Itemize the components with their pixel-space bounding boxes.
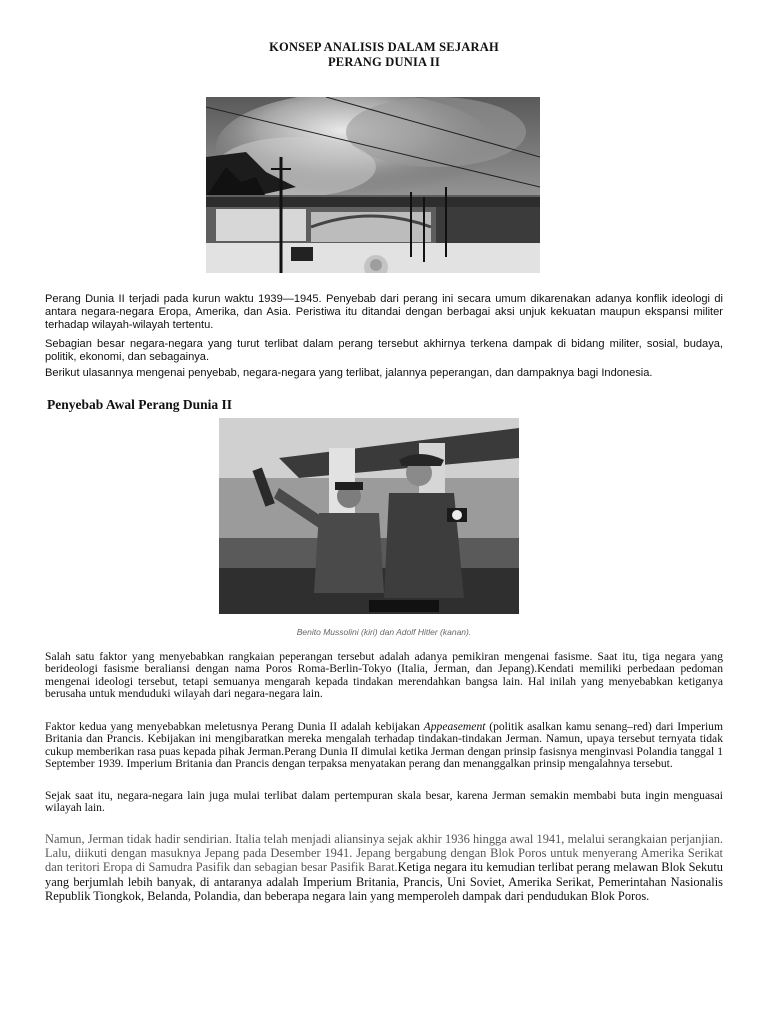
fascism-paragraph: Salah satu faktor yang menyebabkan rangkaian peperangan tersebut adalah adanya pemikiran mengenai fasisme. Saat itu, tiga negara yang berideologi fasisme beraliansi dengan nama Poros Roma-Berlin-Tokyo (Italia, Jerman, dan Jepang).Kendati memiliki perbedaan pedoman mengenai ideologi tersebut, tetapi semuanya mengarah kepada tindakan merendahkan bangsa lain. Hal inilah yang menyebabkan ketiganya berusaha untuk menduduki wilayah dari negara-negara lain.	[45, 650, 723, 700]
section-heading: Penyebab Awal Perang Dunia II	[47, 397, 233, 412]
photo-caption: Benito Mussolini (kiri) dan Adolf Hitler (kanan).	[296, 627, 472, 637]
appeasement-paragraph	[45, 721, 723, 770]
axis-alliance-text-black: Ketiga negara itu kemudian terlibat perang melawan Blok Sekutu yang berjumlah lebih banyak, di antaranya adalah Imperium Britania, Prancis, Uni Soviet, Amerika Serikat, Pemerintahan Nasionalis Republik Tiongkok, Belanda, Polandia, dan beberapa negara lain yang memperoleh dampak dari pendudukan Blok Poros.	[45, 860, 723, 903]
mussolini-hitler-photo	[219, 418, 519, 614]
atomic-bomb-photo	[206, 97, 540, 273]
appeasement-term: Appeasement	[423, 720, 486, 733]
escalation-paragraph: Sejak saat itu, negara-negara lain juga mulai terlibat dalam pertempuran skala besar, karena Jerman semakin membabi buta ingin menguasai wilayah lain.	[45, 789, 723, 815]
appeasement-text-end: (politik asalkan kamu senang–red) dari Imperium Britania dan Prancis. Kebijakan ini mengibaratkan mereka mengalah terhadap tindakan-tindakan Jerman. Namun, upaya tersebut ternyata tidak cukup memberikan rasa puas kepada pihak Jerman.Perang Dunia II dimulai ketika Jerman dengan prinsip fasisnya menginvasi Polandia tanggal 1 September 1939. Imperium Britania dan Prancis dengan terpaksa menyatakan perang dan menanggalkan prinsip mengalahnya tersebut.	[45, 720, 723, 770]
intro-paragraph-1: Perang Dunia II terjadi pada kurun waktu 1939—1945. Penyebab dari perang ini secara umum dikarenakan adanya konflik ideologi di antara negara-negara Eropa, Amerika, dan Asia. Peristiwa itu ditandai dengan berbagai aksi unjuk kekuatan maupun ekspansi militer terhadap wilayah-wilayah tertentu.	[45, 293, 723, 331]
page-title-line-2: PERANG DUNIA II	[327, 55, 441, 69]
page-title-line-1: KONSEP ANALISIS DALAM SEJARAH	[269, 40, 499, 54]
appeasement-text-start: Faktor kedua yang menyebabkan meletusnya Perang Dunia II adalah kebijakan	[45, 720, 424, 733]
axis-alliance-text-grey: Namun, Jerman tidak hadir sendirian. Italia telah menjadi aliansinya sejak akhir 1936 hingga awal 1941, melalui serangkaian perjanjian. Lalu, diikuti dengan masuknya Jepang pada Desember 1941. Jepang bergabung dengan Blok Poros untuk menyerang Amerika Serikat dan teritori Eropa di Samudra Pasifik dan sebagian besar Pasifik Barat.	[45, 832, 723, 875]
intro-paragraph-2: Sebagian besar negara-negara yang turut terlibat dalam perang tersebut akhirnya terkena dampak di bidang militer, sosial, budaya, politik, ekonomi, dan sebagainya.	[45, 338, 723, 363]
intro-paragraph-3: Berikut ulasannya mengenai penyebab, negara-negara yang terlibat, jalannya peperangan, dan dampaknya bagi Indonesia.	[45, 367, 653, 379]
axis-alliance-paragraph	[45, 832, 723, 903]
